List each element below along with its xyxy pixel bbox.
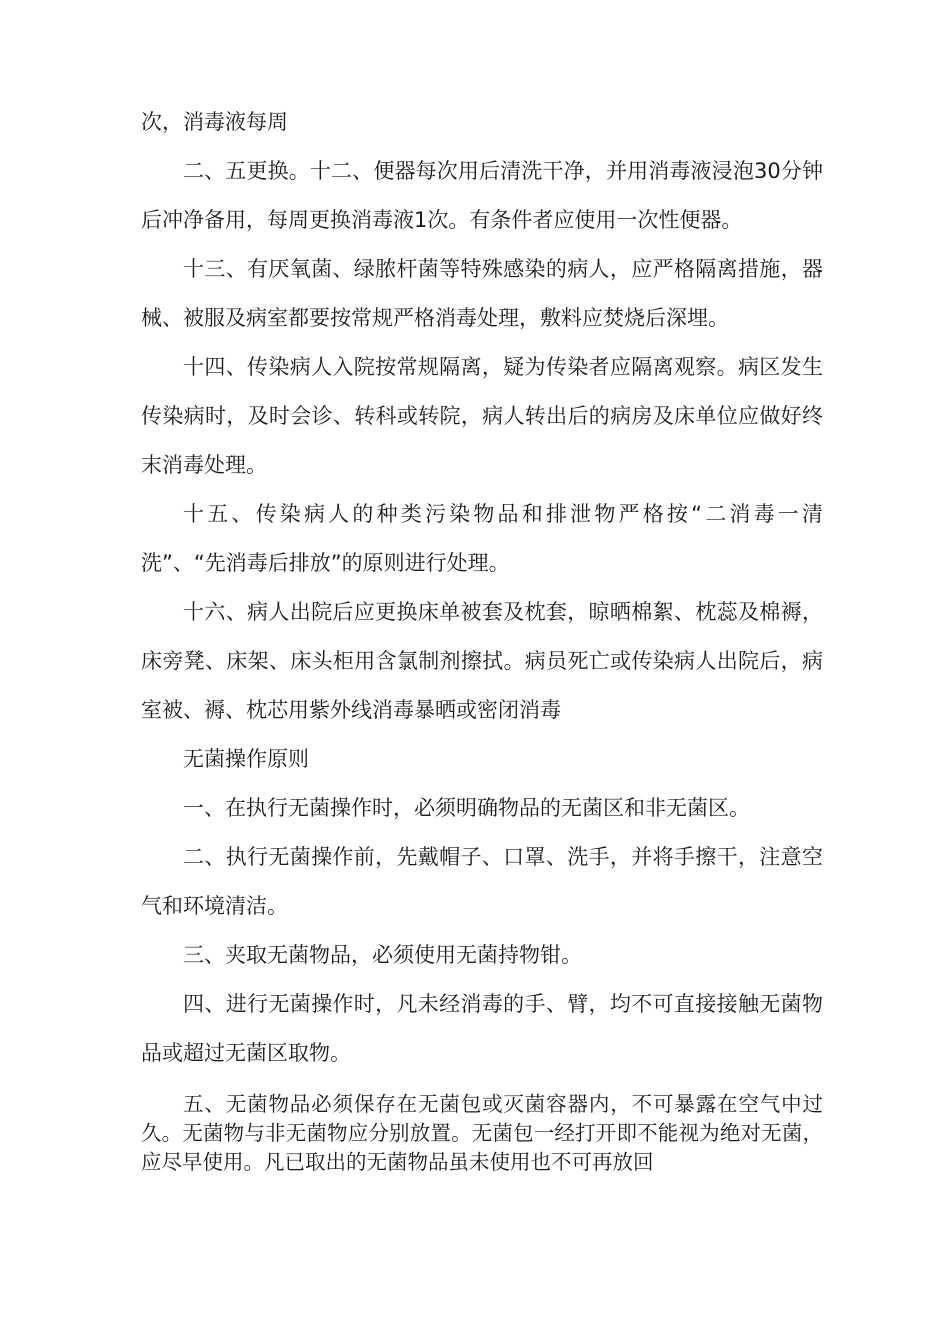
paragraph: 十六、病人出院后应更换床单被套及枕套，晾晒棉絮、枕蕊及棉褥，床旁凳、床架、床头柜用含氯制剂擦拭。病员死亡或传染病人出院后，病室被、褥、枕芯用紫外线消毒暴晒或密闭消毒	[141, 600, 823, 722]
paragraph: 十三、有厌氧菌、绿脓杆菌等特殊感染的病人，应严格隔离措施，器械、被服及病室都要按常规严格消毒处理，敷料应焚烧后深埋。	[141, 257, 823, 330]
paragraph: 一、在执行无菌操作时，必须明确物品的无菌区和非无菌区。	[183, 796, 750, 820]
section-heading: 无菌操作原则	[183, 747, 309, 771]
paragraph: 十四、传染病人入院按常规隔离，疑为传染者应隔离观察。病区发生传染病时，及时会诊、转科或转院，病人转出后的病房及床单位应做好终末消毒处理。	[141, 355, 823, 477]
paragraph: 二、执行无菌操作前，先戴帽子、口罩、洗手，并将手擦干，注意空气和环境清洁。	[141, 845, 823, 918]
paragraph: 四、进行无菌操作时，凡未经消毒的手、臂，均不可直接接触无菌物品或超过无菌区取物。	[141, 992, 823, 1065]
paragraph: 二、五更换。十二、便器每次用后清洗干净，并用消毒液浸泡30分钟后冲净备用，每周更换消毒液1次。有条件者应使用一次性便器。	[141, 159, 823, 232]
document-body	[141, 98, 823, 1198]
paragraph: 次，消毒液每周	[141, 110, 288, 134]
paragraph: 三、夹取无菌物品，必须使用无菌持物钳。	[183, 943, 582, 967]
paragraph-last: 五、无菌物品必须保存在无菌包或灭菌容器内，不可暴露在空气中过久。无菌物与非无菌物应分别放置。无菌包一经打开即不能视为绝对无菌，应尽早使用。凡已取出的无菌物品虽未使用也不可再放回	[141, 1092, 823, 1174]
paragraph: 十五、传染病人的种类污染物品和排泄物严格按“二消毒一清洗”、“先消毒后排放”的原则进行处理。	[141, 502, 823, 575]
